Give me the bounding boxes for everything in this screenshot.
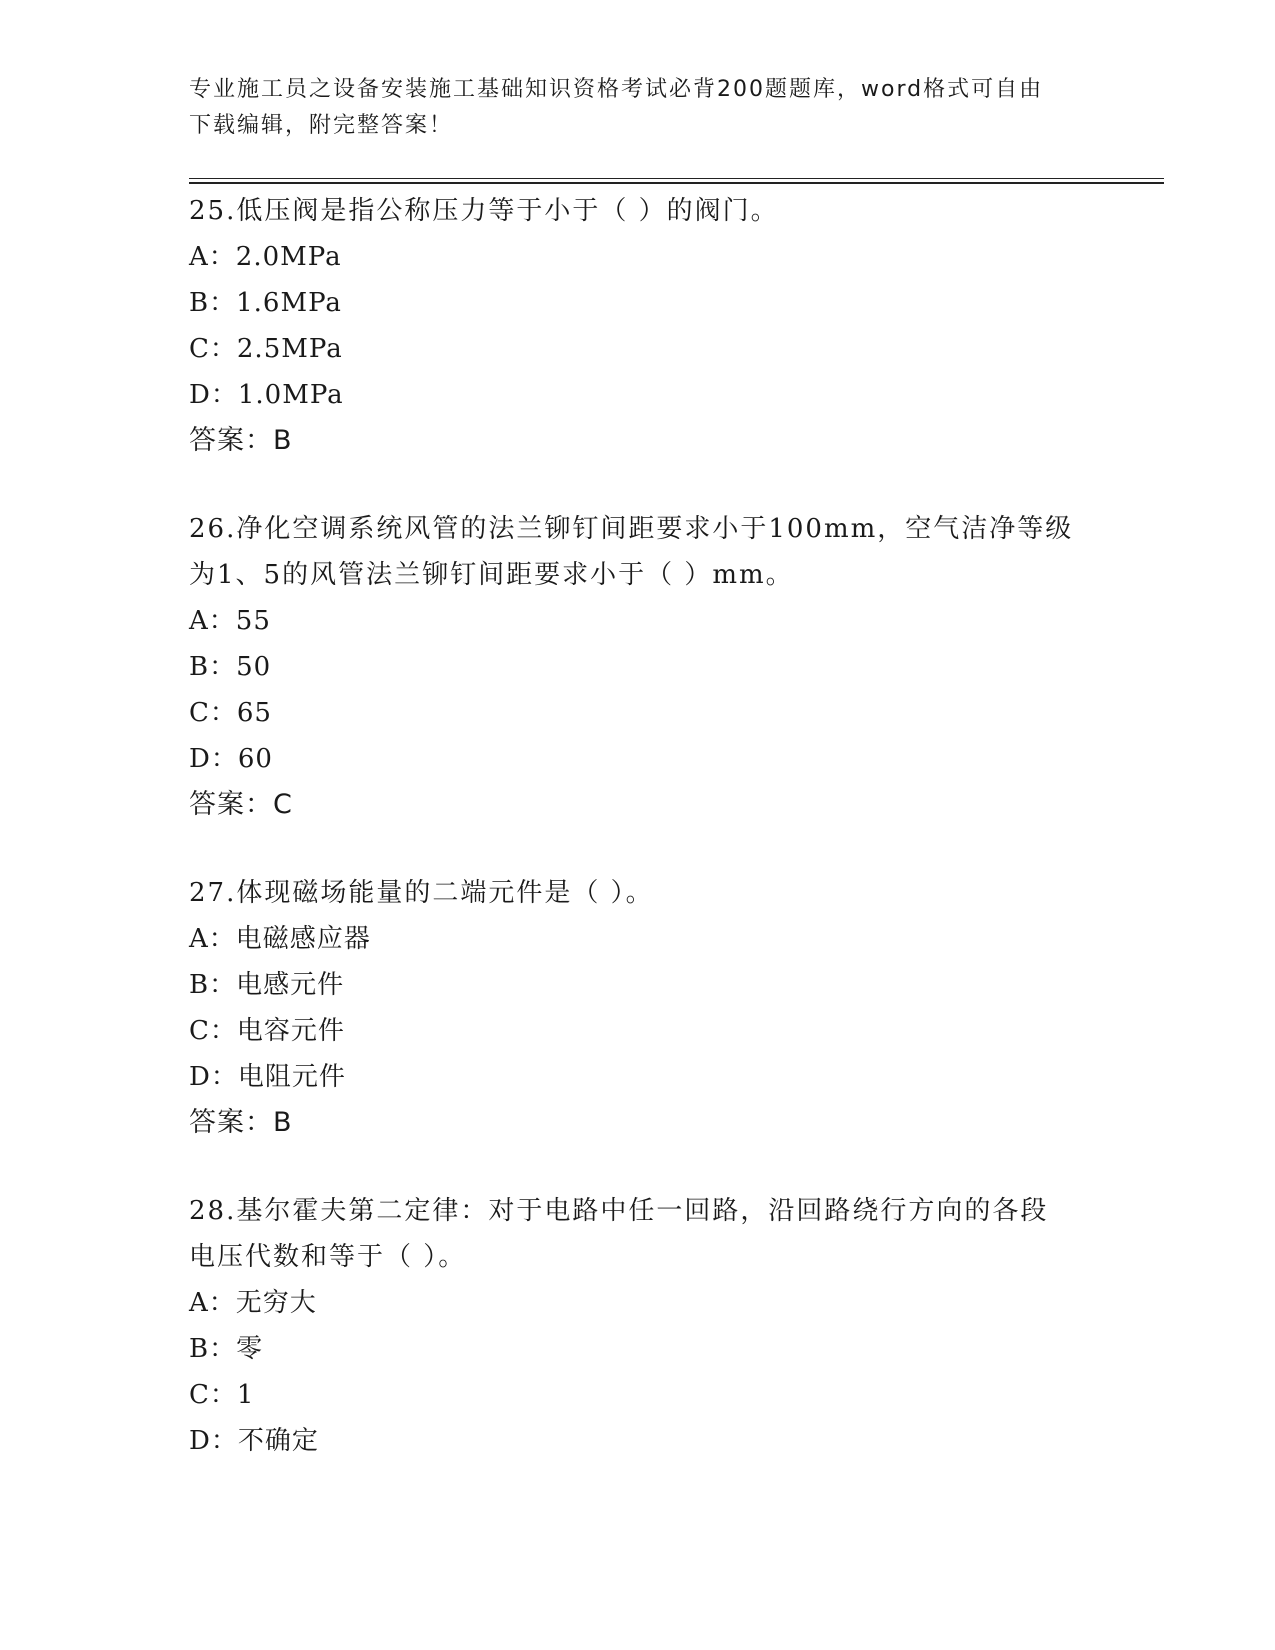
header-divider-thick: [189, 182, 1164, 184]
option-b: B：50: [189, 652, 272, 682]
option-c: C：1: [189, 1380, 255, 1410]
question-spacer: [189, 828, 1089, 870]
question-stem-line-1: 26.净化空调系统风管的法兰铆钉间距要求小于100mm，空气洁净等级: [189, 514, 1074, 544]
answer-line: 答案：B: [189, 425, 293, 456]
question-25: [189, 188, 1089, 464]
question-stem-line-1: 28.基尔霍夫第二定律：对于电路中任一回路，沿回路绕行方向的各段: [189, 1196, 1049, 1226]
option-c: C：电容元件: [189, 1016, 345, 1046]
option-a: A：无穷大: [189, 1288, 317, 1318]
question-stem: 25.低压阀是指公称压力等于小于（ ）的阀门。: [189, 196, 779, 226]
question-27: [189, 870, 1089, 1146]
question-list: [189, 188, 1089, 1464]
option-b: B：1.6MPa: [189, 288, 342, 318]
option-d: D：60: [189, 744, 273, 774]
header-line-1: 专业施工员之设备安装施工基础知识资格考试必背200题题库，word格式可自由: [189, 77, 1044, 102]
question-spacer: [189, 464, 1089, 506]
header-divider-thin: [189, 178, 1164, 179]
option-a: A：2.0MPa: [189, 242, 342, 272]
option-c: C：65: [189, 698, 272, 728]
option-a: A：55: [189, 606, 271, 636]
question-26: [189, 506, 1089, 828]
question-stem: 27.体现磁场能量的二端元件是（ ）。: [189, 878, 654, 908]
option-b: B：零: [189, 1334, 264, 1364]
option-b: B：电感元件: [189, 970, 345, 1000]
question-spacer: [189, 1146, 1089, 1188]
question-stem-line-2: 电压代数和等于（ ）。: [189, 1242, 467, 1272]
option-d: D：1.0MPa: [189, 380, 344, 410]
answer-line: 答案：C: [189, 789, 293, 820]
option-a: A：电磁感应器: [189, 924, 371, 954]
question-stem-line-2: 为1、5的风管法兰铆钉间距要求小于（ ）mm。: [189, 560, 794, 590]
option-d: D：不确定: [189, 1426, 319, 1456]
option-d: D：电阻元件: [189, 1062, 346, 1092]
answer-line: 答案：B: [189, 1107, 293, 1138]
question-28: [189, 1188, 1089, 1464]
header-line-2: 下载编辑，附完整答案！: [189, 113, 454, 138]
document-header: [189, 72, 1069, 144]
option-c: C：2.5MPa: [189, 334, 343, 364]
